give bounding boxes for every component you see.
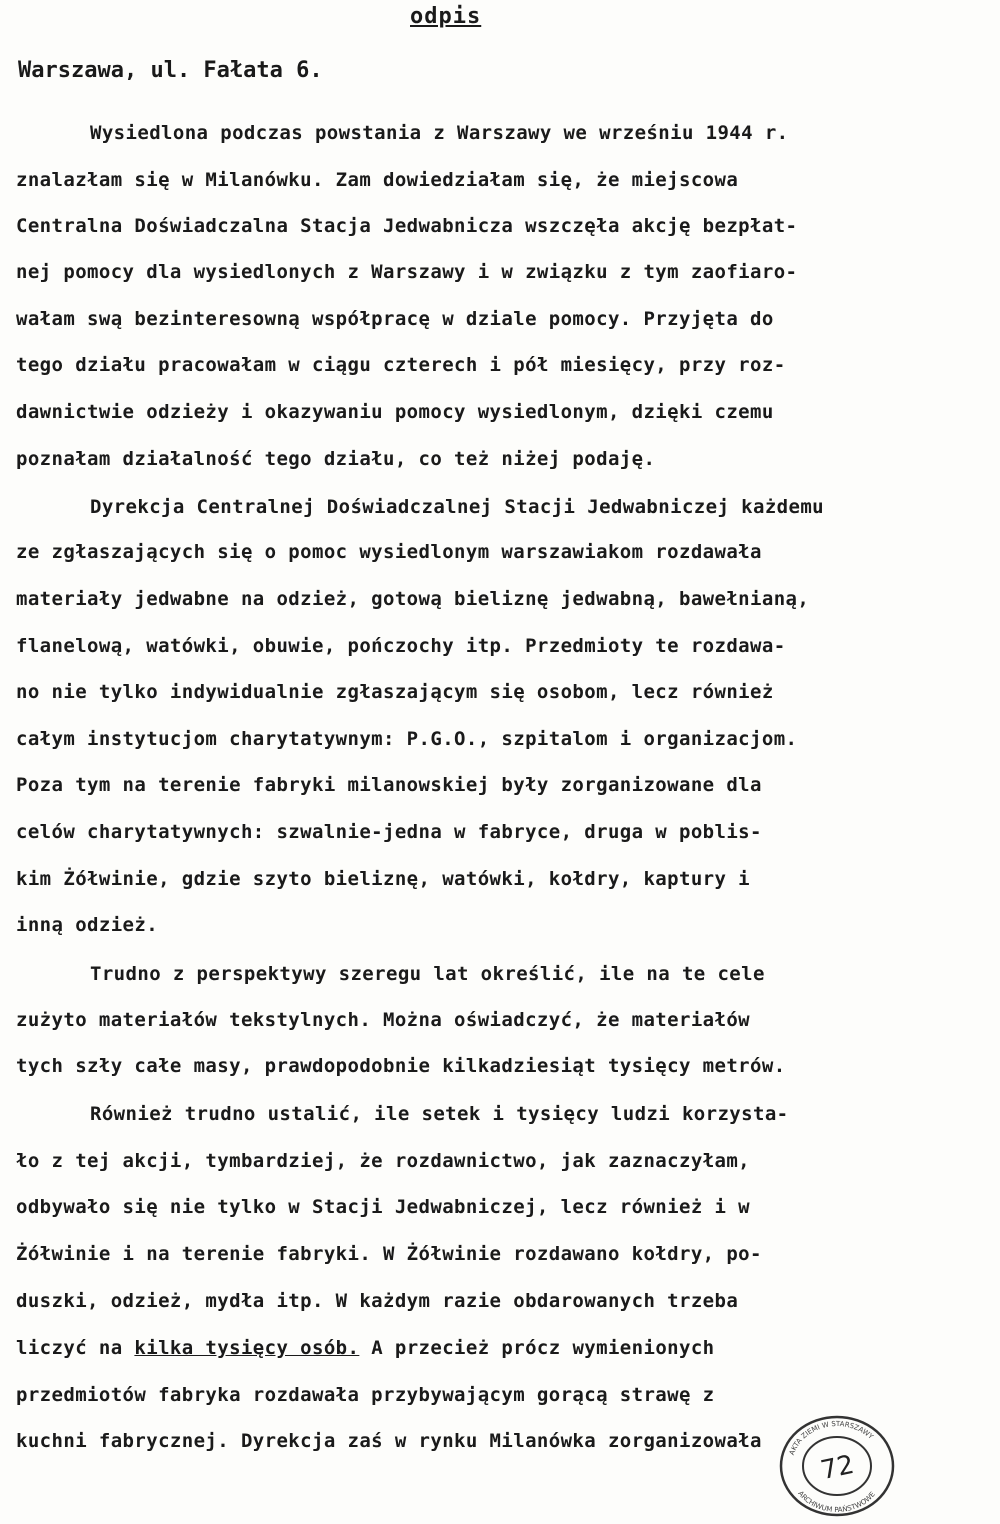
address-line: Warszawa, ul. Fałata 6. (18, 58, 323, 83)
text-line: znalazłam się w Milanówku. Zam dowiedziałam się, że miejscowa (16, 169, 739, 191)
text-line: zużyto materiałów tekstylnych. Można oświadczyć, że materiałów (16, 1009, 751, 1031)
text-line-underlined (16, 1334, 715, 1362)
text-line: wałam swą bezinteresowną współpracę w dziale pomocy. Przyjęta do (16, 308, 774, 330)
archive-stamp (778, 1414, 896, 1518)
text-line: celów charytatywnych: szwalnie-jedna w fabryce, druga w poblis- (16, 821, 762, 843)
text-line: całym instytucjom charytatywnym: P.G.O., szpitalom i organizacjom. (16, 728, 798, 750)
text-line: duszki, odzież, mydła itp. W każdym razie obdarowanych trzeba (16, 1290, 739, 1312)
text-line: Dyrekcja Centralnej Doświadczalnej Stacji Jedwabniczej każdemu (90, 496, 825, 518)
text-line: Poza tym na terenie fabryki milanowskiej były zorganizowane dla (16, 774, 762, 796)
text-line: no nie tylko indywidualnie zgłaszającym się osobom, lecz również (16, 681, 774, 703)
text-line: przedmiotów fabryka rozdawała przybywającym gorącą strawę z (16, 1384, 715, 1406)
text-line: kim Żółwinie, gdzie szyto bieliznę, watówki, kołdry, kaptury i (16, 868, 751, 890)
stamp-number: 72 (818, 1449, 857, 1487)
text-line: Również trudno ustalić, ile setek i tysięcy ludzi korzysta- (90, 1103, 789, 1125)
text-line: Wysiedlona podczas powstania z Warszawy we wrześniu 1944 r. (90, 122, 789, 144)
text-line: inną odzież. (16, 914, 159, 936)
stamp-top-path: AKTA ZIEMI W STARSZAWY (787, 1419, 875, 1457)
text-line: ze zgłaszających się o pomoc wysiedlonym warszawiakom rozdawała (16, 541, 762, 563)
text-line: kuchni fabrycznej. Dyrekcja zaś w rynku Milanówka zorganizowała (16, 1430, 762, 1452)
text-line: flanelową, watówki, obuwie, pończochy itp. Przedmioty te rozdawa- (16, 635, 786, 657)
text-line: Żółwinie i na terenie fabryki. W Żółwinie rozdawano kołdry, po- (16, 1243, 762, 1265)
stamp-bottom-path: ARCHIWUM PAŃSTWOWE (796, 1489, 877, 1515)
text-line: ło z tej akcji, tymbardziej, że rozdawnictwo, jak zaznaczyłam, (16, 1150, 751, 1172)
stamp-bottom-text (796, 1490, 876, 1514)
text-line: materiały jedwabne na odzież, gotową bieliznę jedwabną, bawełnianą, (16, 588, 810, 610)
text-line: tego działu pracowałam w ciągu czterech i pół miesięcy, przy roz- (16, 354, 786, 376)
text-line: dawnictwie odzieży i okazywaniu pomocy wysiedlonym, dzięki czemu (16, 401, 774, 423)
text-line: tych szły całe masy, prawdopodobnie kilkadziesiąt tysięcy metrów. (16, 1055, 786, 1077)
text-segment: A przecież prócz wymienionych (371, 1337, 715, 1359)
text-segment: liczyć na (16, 1337, 135, 1359)
stamp-seal-icon (778, 1414, 896, 1518)
text-line: Centralna Doświadczalna Stacja Jedwabnicza wszczęła akcję bezpłat- (16, 215, 798, 237)
document-title: odpis (410, 4, 482, 29)
text-line: odbywało się nie tylko w Stacji Jedwabniczej, lecz również i w (16, 1196, 751, 1218)
underlined-phrase: kilka tysięcy osób. (134, 1337, 360, 1359)
text-line: Trudno z perspektywy szeregu lat określić, ile na te cele (90, 963, 765, 985)
text-line: nej pomocy dla wysiedlonych z Warszawy i w związku z tym zaofiaro- (16, 261, 798, 283)
text-line: poznałam działalność tego działu, co też niżej podaję. (16, 448, 656, 470)
